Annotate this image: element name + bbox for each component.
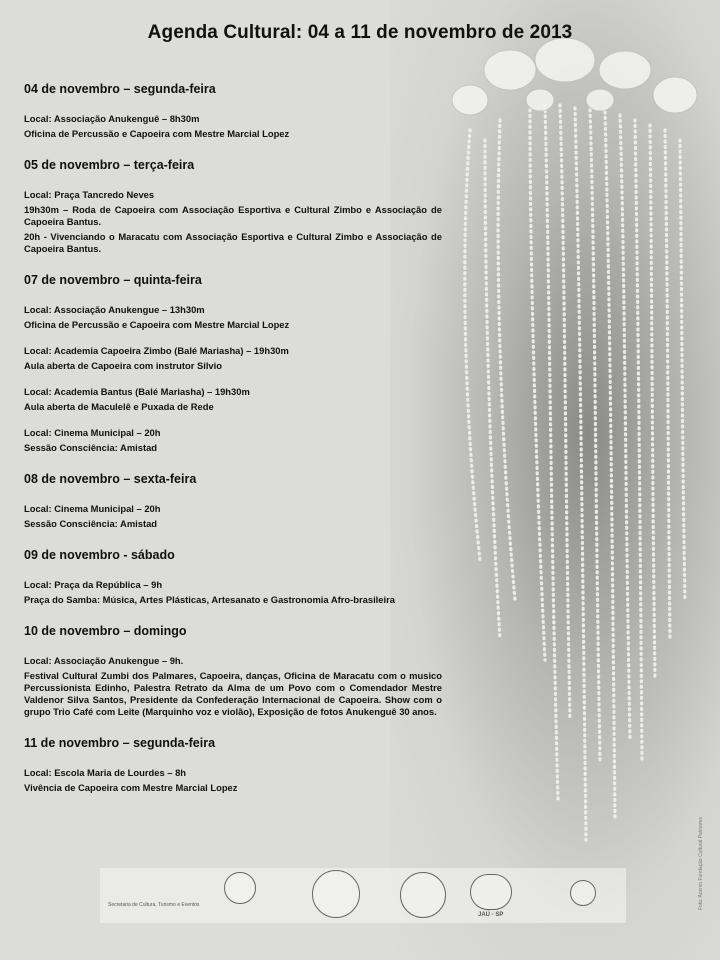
event-location: Local: Cinema Municipal – 20h	[24, 427, 161, 438]
sponsor-logos-strip	[100, 868, 626, 923]
event-item	[24, 386, 442, 413]
event-item	[24, 304, 442, 331]
jau-logo	[470, 874, 512, 910]
event-location: Local: Associação Anukengue – 13h30m	[24, 304, 205, 315]
day-section	[24, 273, 442, 454]
day-heading: 04 de novembro – segunda-feira	[24, 82, 216, 96]
day-section	[24, 624, 442, 718]
day-heading: 10 de novembro – domingo	[24, 624, 187, 638]
event-description: Sessão Consciência: Amistad	[24, 518, 158, 529]
city-crest-logo	[224, 872, 256, 904]
event-location: Local: Praça da República – 9h	[24, 579, 163, 590]
event-item	[24, 503, 442, 530]
event-description: Vivência de Capoeira com Mestre Marcial Lopez	[24, 782, 238, 793]
day-heading: 08 de novembro – sexta-feira	[24, 472, 197, 486]
event-location: Local: Cinema Municipal – 20h	[24, 503, 161, 514]
day-section	[24, 158, 442, 255]
event-description: 20h - Vivenciando o Maracatu com Associação Esportiva e Cultural Zimbo e Associação de Capoeira Bantus.	[24, 231, 442, 254]
event-location: Local: Academia Capoeira Zimbo (Balé Mariasha) – 19h30m	[24, 345, 289, 356]
day-heading: 05 de novembro – terça-feira	[24, 158, 195, 172]
small-emblem-logo	[570, 880, 596, 906]
anukengue-logo	[400, 872, 446, 918]
event-location: Local: Associação Anukengue – 9h.	[24, 655, 184, 666]
event-item	[24, 655, 442, 718]
day-heading: 07 de novembro – quinta-feira	[24, 273, 202, 287]
event-item	[24, 767, 442, 794]
event-description: Aula aberta de Maculelê e Puxada de Rede	[24, 401, 214, 412]
event-item	[24, 579, 442, 606]
photo-credit: Foto: Acervo Fundação Cultural Palmares	[698, 817, 704, 910]
event-item	[24, 427, 442, 454]
page-title: Agenda Cultural: 04 a 11 de novembro de 2013	[147, 22, 573, 43]
org-text: Secretaria de Cultura, Turismo e Eventos	[108, 902, 200, 908]
event-description: Praça do Samba: Música, Artes Plásticas, Artesanato e Gastronomia Afro-brasileira	[24, 594, 395, 605]
event-description: Aula aberta de Capoeira com instrutor Silvio	[24, 360, 222, 371]
day-section	[24, 548, 442, 606]
day-section	[24, 472, 442, 530]
day-heading: 11 de novembro – segunda-feira	[24, 736, 216, 750]
agenda-list	[24, 82, 442, 812]
event-description: Sessão Consciência: Amistad	[24, 442, 158, 453]
event-description: Oficina de Percussão e Capoeira com Mestre Marcial Lopez	[24, 319, 290, 330]
event-item	[24, 189, 442, 255]
event-item	[24, 113, 442, 140]
event-description: Festival Cultural Zumbi dos Palmares, Capoeira, danças, Oficina de Maracatu com o musico Percussionista Edinho, Palestra Retrato da Alma de um Povo com o Comendador Mestre Valdenor Silva Santos, Presidente da Confederação Internacional de Capoeira. Show com o grupo Trio Café com Leite (Marquinho voz e violão), Exposição de fotos Anukenguê 30 anos.	[24, 670, 442, 717]
day-heading: 09 de novembro - sábado	[24, 548, 175, 562]
event-item	[24, 345, 442, 372]
event-location: Local: Associação Anukenguê – 8h30m	[24, 113, 200, 124]
event-description: 19h30m – Roda de Capoeira com Associação Esportiva e Cultural Zimbo e Associação de Capoeira Bantus.	[24, 204, 442, 227]
day-section	[24, 82, 442, 140]
event-description: Oficina de Percussão e Capoeira com Mestre Marcial Lopez	[24, 128, 290, 139]
capoeira-logo	[312, 870, 360, 918]
event-location: Local: Escola Maria de Lourdes – 8h	[24, 767, 187, 778]
event-location: Local: Praça Tancredo Neves	[24, 189, 155, 200]
city-label: JAÚ - SP	[478, 912, 504, 918]
day-section	[24, 736, 442, 794]
event-location: Local: Academia Bantus (Balé Mariasha) – 19h30m	[24, 386, 250, 397]
